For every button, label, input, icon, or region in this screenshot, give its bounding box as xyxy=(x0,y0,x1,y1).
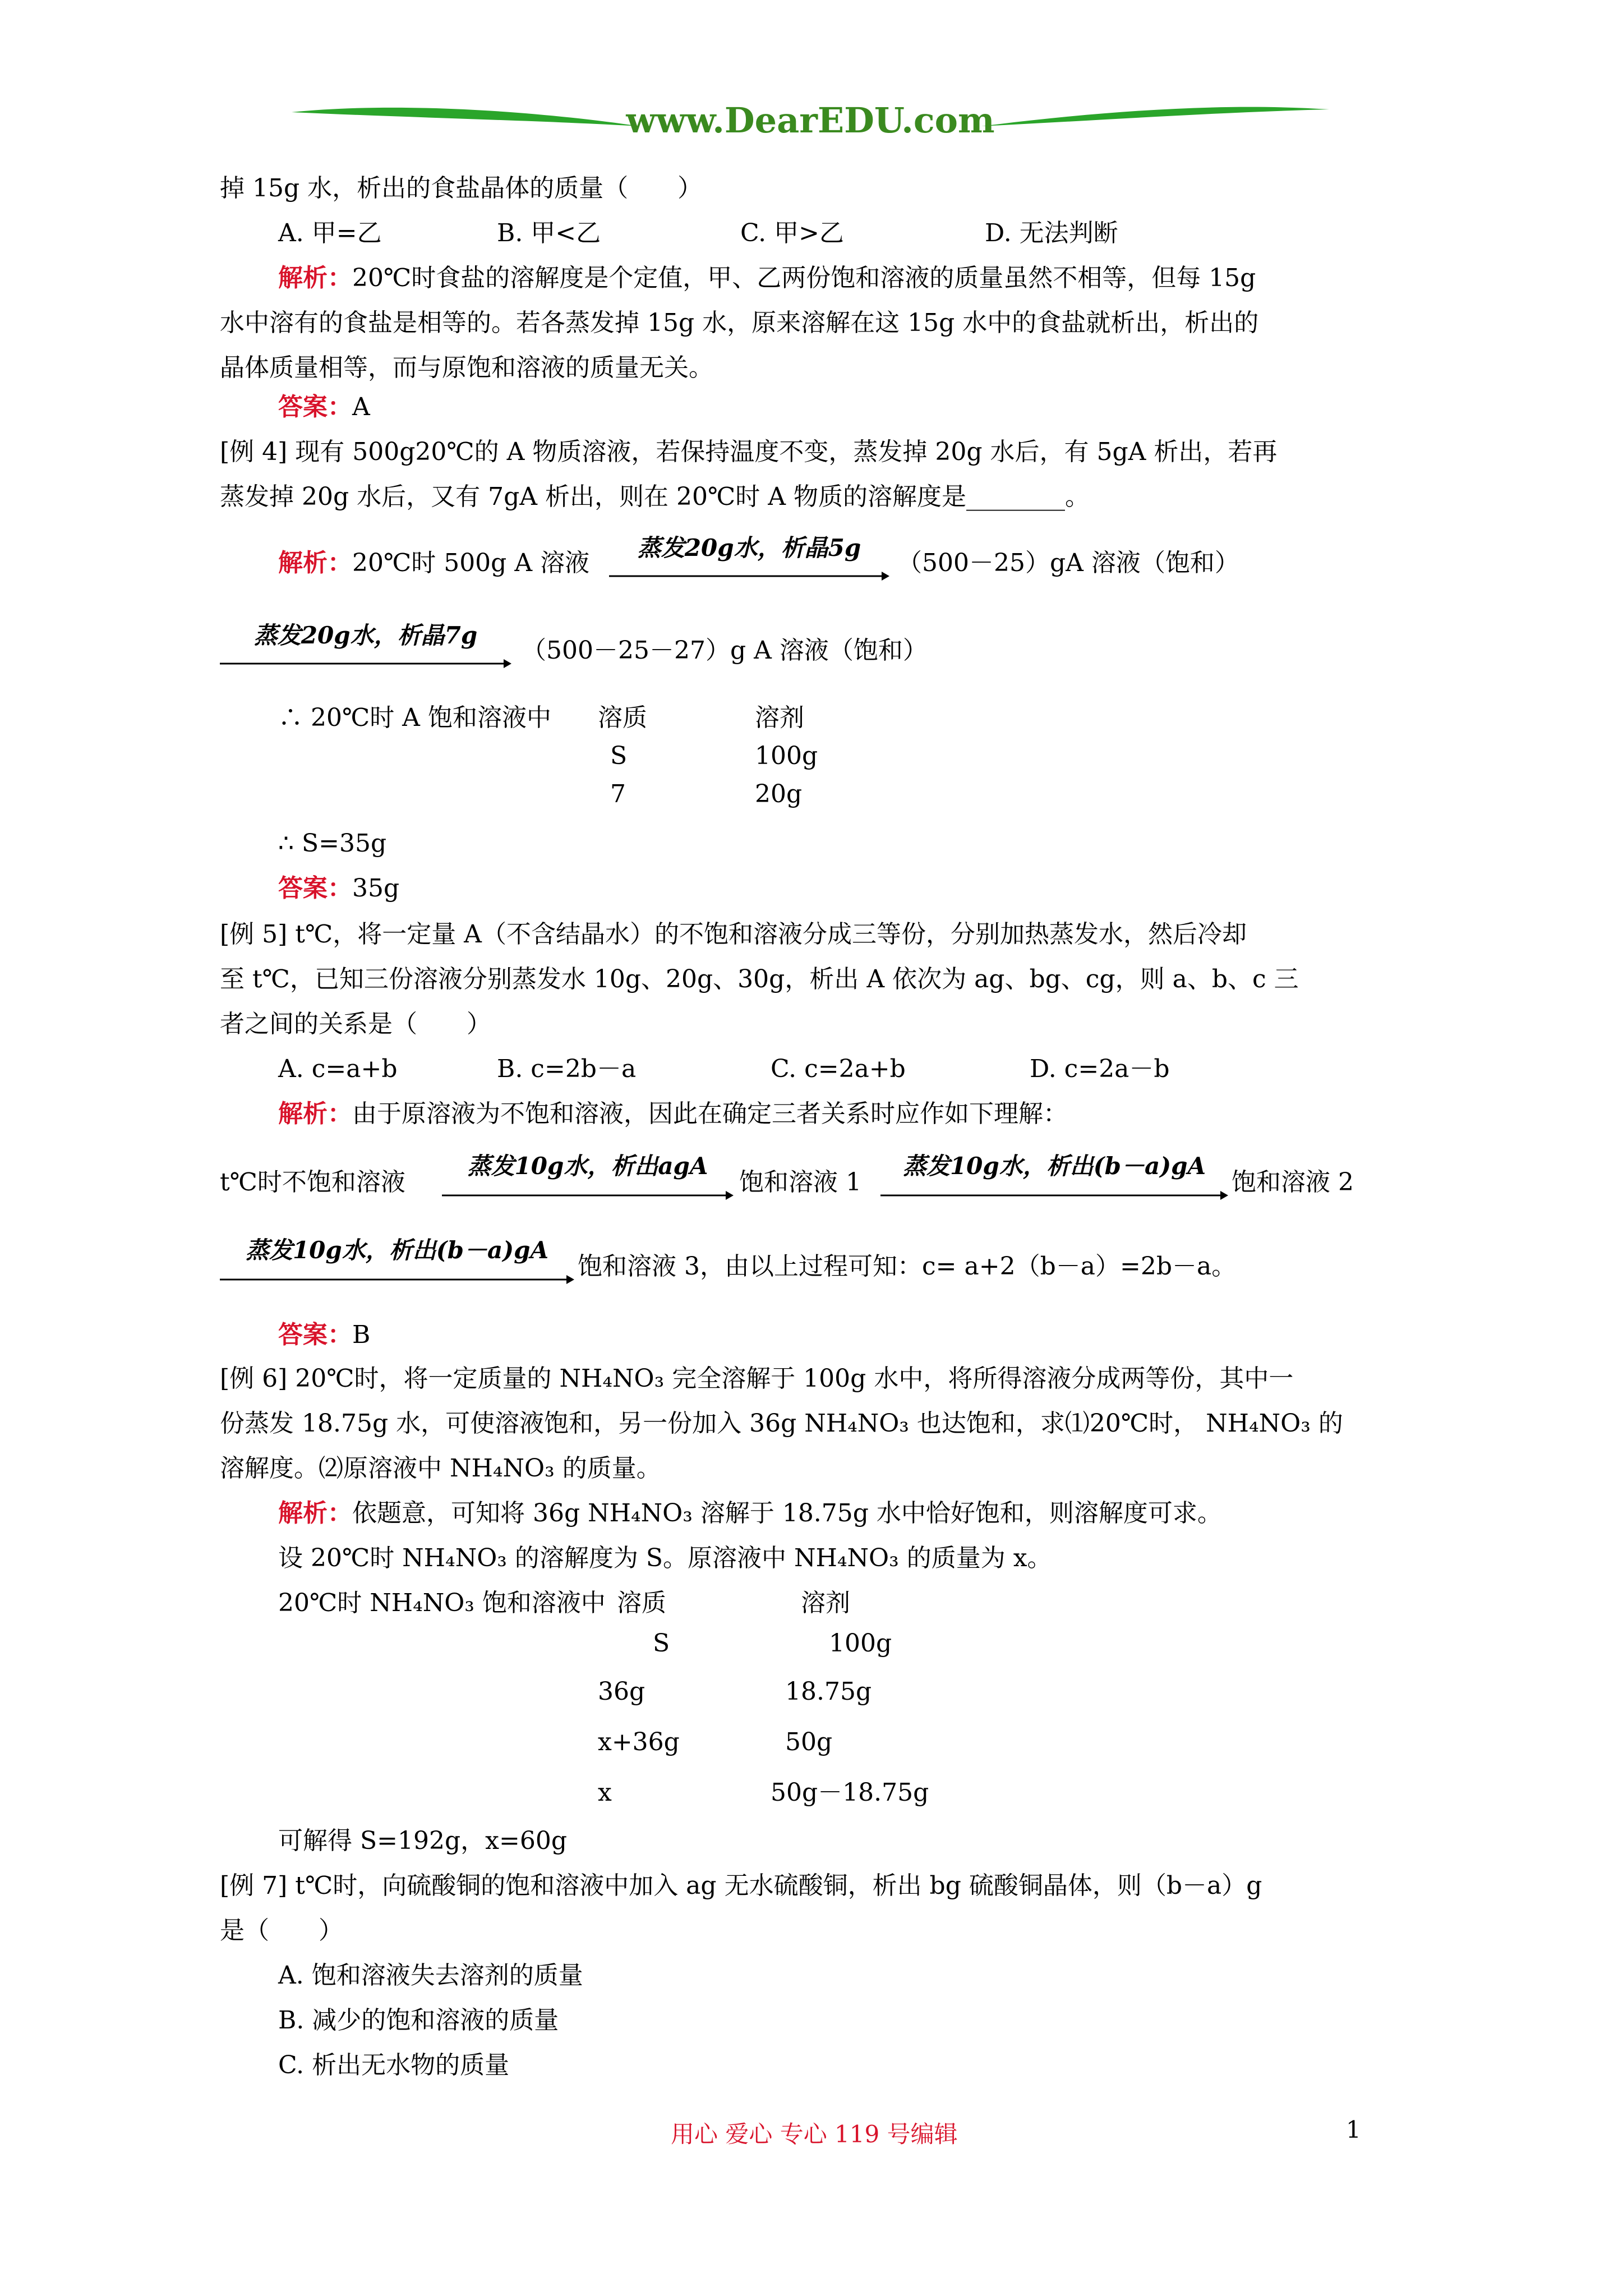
process-arrow-3 xyxy=(220,1236,574,1288)
example-4-analysis-1 xyxy=(278,546,589,580)
example-5-line-2: 至 t℃，已知三份溶液分别蒸发水 10g、20g、30g，析出 A 依次为 ag、bg、cg，则 a、b、c 三 xyxy=(220,965,1299,993)
row-2-solute: 36g xyxy=(598,1677,645,1706)
option-a: A. 饱和溶液失去溶剂的质量 xyxy=(278,1961,583,1990)
analysis-label: 解析： xyxy=(278,1099,352,1128)
row-3-solvent: 50g xyxy=(785,1728,833,1756)
answer-3 xyxy=(278,1318,370,1352)
arrow-label: 蒸发10g水，析出(b－a)gA xyxy=(245,1236,549,1264)
example-6-result: 可解得 S=192g，x=60g xyxy=(278,1826,567,1855)
page-number: 1 xyxy=(1346,2116,1361,2143)
row-1-solvent: 100g xyxy=(755,742,818,770)
analysis-label: 解析： xyxy=(278,1499,352,1527)
site-title: www.DearEDU.com xyxy=(626,100,995,141)
process-step-4: 饱和溶液 3，由以上过程可知：c= a+2（b－a）=2b－a。 xyxy=(578,1252,1237,1281)
option-b: B. c=2b－a xyxy=(497,1055,637,1083)
example-5-analysis xyxy=(278,1097,1068,1131)
example-6-line-2: 份蒸发 18.75g 水，可使溶液饱和，另一份加入 36g NH₄NO₃ 也达饱和，求⑴20℃时， NH₄NO₃ 的 xyxy=(220,1409,1343,1438)
analysis-line-2: 水中溶有的食盐是相等的。若各蒸发掉 15g 水，原来溶解在这 15g 水中的食盐就析出，析出的 xyxy=(220,309,1259,337)
row-1-solvent: 100g xyxy=(829,1629,892,1658)
analysis-text: 依题意，可知将 36g NH₄NO₃ 溶解于 18.75g 水中恰好饱和，则溶解度可求。 xyxy=(352,1499,1222,1527)
col-solvent: 溶剂 xyxy=(755,703,804,732)
answer-label: 答案： xyxy=(278,1320,352,1349)
process-step-3: 饱和溶液 2 xyxy=(1232,1168,1354,1197)
option-b: B. 减少的饱和溶液的质量 xyxy=(278,2006,559,2035)
line-1: 掉 15g 水，析出的食盐晶体的质量（ ） xyxy=(220,174,703,203)
answer-2 xyxy=(278,872,399,905)
example-6-set: 设 20℃时 NH₄NO₃ 的溶解度为 S。原溶液中 NH₄NO₃ 的质量为 x。 xyxy=(278,1544,1052,1572)
reaction-arrow-1 xyxy=(609,534,889,585)
row-2-solvent: 20g xyxy=(755,780,803,808)
analysis-label: 解析： xyxy=(278,549,352,577)
example-4-table-title: ∴ 20℃时 A 饱和溶液中 xyxy=(278,703,551,732)
example-4-line-1: [例 4] 现有 500g20℃的 A 物质溶液，若保持温度不变，蒸发掉 20g 水后，有 5gA 析出，若再 xyxy=(220,438,1278,466)
example-6-line-3: 溶解度。⑵原溶液中 NH₄NO₃ 的质量。 xyxy=(220,1454,661,1483)
row-1-solute: S xyxy=(653,1629,670,1658)
answer-value: 35g xyxy=(352,874,400,903)
analysis-text: 20℃时 500g A 溶液 xyxy=(352,549,590,577)
option-a: A. 甲=乙 xyxy=(278,219,382,247)
banner-swoosh-right xyxy=(981,95,1329,146)
arrow-label: 蒸发20g水，析晶7g xyxy=(253,622,478,649)
arrow-label: 蒸发10g水，析出(b－a)gA xyxy=(902,1152,1206,1180)
example-5-line-1: [例 5] t℃，将一定量 A（不含结晶水）的不饱和溶液分成三等份，分别加热蒸发水，然后冷却 xyxy=(220,920,1247,949)
example-5-line-3: 者之间的关系是（ ） xyxy=(220,1010,491,1038)
answer-value: A xyxy=(352,393,370,421)
banner-swoosh-left xyxy=(292,95,639,146)
example-4-analysis-2b: （500－25－27）g A 溶液（饱和） xyxy=(522,636,928,665)
arrow-label: 蒸发10g水，析出agA xyxy=(467,1152,708,1180)
row-2-solute: 7 xyxy=(610,780,626,808)
option-c: C. c=2a+b xyxy=(771,1055,906,1083)
analysis-label: 解析： xyxy=(278,264,352,292)
example-7-line-2: 是（ ） xyxy=(220,1916,343,1945)
col-solvent: 溶剂 xyxy=(801,1589,850,1617)
row-2-solvent: 18.75g xyxy=(785,1677,872,1706)
row-4-solute: x xyxy=(598,1778,612,1807)
process-step-1: t℃时不饱和溶液 xyxy=(220,1168,405,1197)
process-arrow-2 xyxy=(880,1152,1228,1204)
row-4-solvent: 50g－18.75g xyxy=(771,1778,929,1807)
example-6-line-1: [例 6] 20℃时，将一定质量的 NH₄NO₃ 完全溶解于 100g 水中，将所得溶液分成两等份，其中一 xyxy=(220,1364,1294,1393)
analysis-text: 20℃时食盐的溶解度是个定值，甲、乙两份饱和溶液的质量虽然不相等，但每 15g xyxy=(352,264,1256,292)
analysis-line-3: 晶体质量相等，而与原饱和溶液的质量无关。 xyxy=(220,353,713,382)
row-1-solute: S xyxy=(610,742,628,770)
example-7-line-1: [例 7] t℃时，向硫酸铜的饱和溶液中加入 ag 无水硫酸铜，析出 bg 硫酸铜晶体，则（b－a）g xyxy=(220,1871,1262,1900)
answer-1 xyxy=(278,390,370,424)
row-3-solute: x+36g xyxy=(598,1728,680,1756)
option-b: B. 甲<乙 xyxy=(497,219,601,247)
option-c: C. 析出无水物的质量 xyxy=(278,2051,510,2079)
example-4-line-2: 蒸发掉 20g 水后，又有 7gA 析出，则在 20℃时 A 物质的溶解度是________。 xyxy=(220,482,1090,511)
analysis-text: 由于原溶液为不饱和溶液，因此在确定三者关系时应作如下理解： xyxy=(352,1099,1068,1128)
col-solute: 溶质 xyxy=(617,1589,666,1617)
footer-text: 用心 爱心 专心 119 号编辑 xyxy=(671,2120,958,2148)
answer-value: B xyxy=(352,1320,371,1349)
process-step-2: 饱和溶液 1 xyxy=(739,1168,861,1197)
example-4-result: ∴ S=35g xyxy=(278,829,387,858)
example-6-analysis xyxy=(278,1497,1222,1530)
option-a: A. c=a+b xyxy=(278,1055,398,1083)
example-6-table-title: 20℃时 NH₄NO₃ 饱和溶液中 xyxy=(278,1589,606,1617)
process-arrow-1 xyxy=(442,1152,734,1204)
example-4-analysis-1b: （500－25）gA 溶液（饱和） xyxy=(897,549,1239,577)
option-d: D. 无法判断 xyxy=(985,219,1118,247)
answer-label: 答案： xyxy=(278,874,352,903)
option-c: C. 甲>乙 xyxy=(740,219,844,247)
analysis-line-1 xyxy=(278,261,1256,295)
option-d: D. c=2a－b xyxy=(1030,1055,1170,1083)
answer-label: 答案： xyxy=(278,393,352,421)
header-banner xyxy=(292,95,1329,146)
arrow-label: 蒸发20g水，析晶5g xyxy=(637,534,861,562)
col-solute: 溶质 xyxy=(598,703,647,732)
reaction-arrow-2 xyxy=(220,622,511,672)
